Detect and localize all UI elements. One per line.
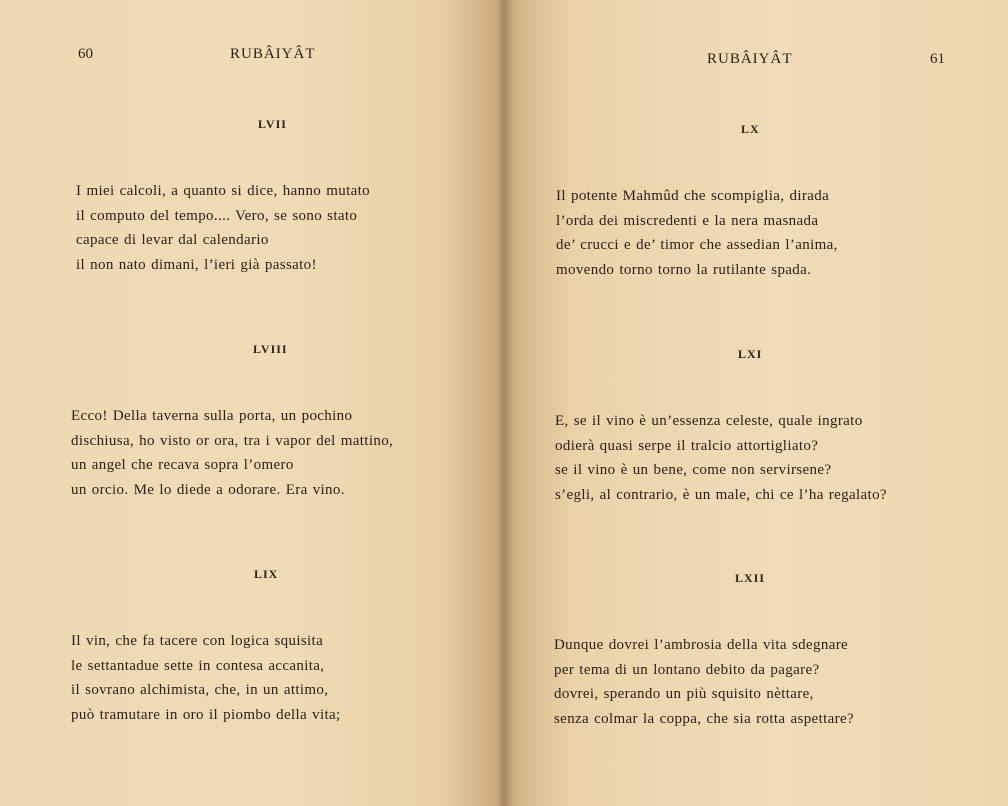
stanza-line: capace di levar dal calendario (76, 232, 269, 248)
stanza-line: un orcio. Me lo diede a odorare. Era vino. (71, 481, 345, 498)
stanza-line: dovrei, sperando un più squisito nèttare, (554, 686, 814, 702)
stanza-line: I miei calcoli, a quanto si dice, hanno mutato (76, 183, 371, 199)
stanza-line: dischiusa, ho visto or ora, tra i vapor del mattino, (71, 432, 394, 449)
stanza-line: le settantadue sette in contesa accanita, (71, 657, 325, 674)
stanza-number-lx: LX (741, 122, 760, 136)
stanza-line: per tema di un lontano debito da pagare? (554, 661, 820, 678)
stanza-lxi (555, 409, 887, 507)
stanza-line: un angel che recava sopra l’omero (71, 457, 294, 473)
stanza-number-lvii: LVII (258, 117, 287, 131)
stanza-line: il non nato dimani, l’ieri già passato! (76, 256, 317, 273)
stanza-line: E, se il vino è un’essenza celeste, quale ingrato (555, 413, 863, 429)
stanza-line: odierà quasi serpe il tralcio attortigliato? (555, 437, 819, 454)
stanza-lix (71, 629, 341, 727)
stanza-line: Il potente Mahmûd che scompiglia, dirada (556, 188, 830, 204)
stanza-number-lxi: LXI (738, 347, 763, 361)
stanza-line: Il vin, che fa tacere con logica squisita (71, 633, 324, 649)
stanza-line: il computo del tempo.... Vero, se sono stato (76, 207, 358, 224)
stanza-line: movendo torno torno la rutilante spada. (556, 261, 812, 278)
stanza-line: senza colmar la coppa, che sia rotta aspettare? (554, 710, 854, 727)
stanza-lx (556, 184, 838, 282)
stanza-line: s’egli, al contrario, è un male, chi ce l’ha regalato? (555, 486, 887, 503)
stanza-lxii (554, 633, 854, 731)
stanza-lvii (76, 179, 370, 277)
stanza-lviii (71, 404, 393, 502)
stanza-number-lviii: LVIII (253, 342, 288, 356)
stanza-number-lix: LIX (254, 567, 279, 581)
stanza-line: può tramutare in oro il piombo della vita; (71, 706, 341, 723)
stanza-line: il sovrano alchimista, che, in un attimo, (71, 682, 329, 698)
page-number-right: 61 (930, 51, 945, 67)
stanza-line: de’ crucci e de’ timor che assedian l’anima, (556, 237, 838, 253)
page-number-left: 60 (78, 46, 93, 62)
stanza-line: l’orda dei miscredenti e la nera masnada (556, 212, 819, 229)
stanza-line: Ecco! Della taverna sulla porta, un pochino (71, 408, 353, 424)
running-head-left: RUBÂIYÂT (230, 46, 316, 62)
stanza-number-lxii: LXII (735, 571, 766, 585)
stanza-line: se il vino è un bene, come non servirsene? (555, 462, 832, 478)
running-head-right: RUBÂIYÂT (707, 51, 793, 67)
stanza-line: Dunque dovrei l’ambrosia della vita sdegnare (554, 637, 849, 653)
right-page (504, 0, 1008, 806)
